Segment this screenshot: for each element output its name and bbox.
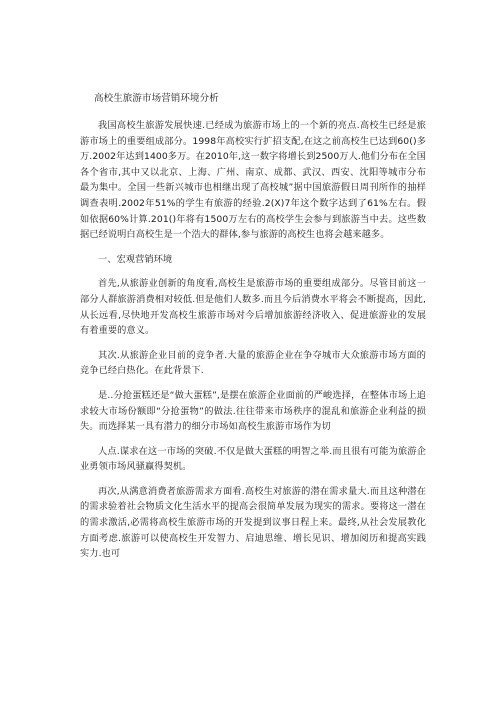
paragraph-fifth: 再次,从满意消费者旅游需求方面看.高校生对旅游的潜在需求量大.而且这种潜在的需求验着社会物质文化生活水平的提高会很简单发展为现实的需求。要将这一潜在的需求激活,必需将高校生旅游市场的开发提到议事日程上来。最终,从社会发展教化方面考虑.旅游可以使高校生开发智力、启迪思维、增长见识、增加阅历和提高实践实力.也可 [80,485,426,560]
section-heading-macro: 一、宏观营销环境 [98,253,173,265]
paragraph-intro: 我国高校生旅游发展快速.已经成为旅游市场上的一个新的亮点.高校生已经是旅游市场上的重要组成部分。1998年高校实行扩招支配,在这之前高校生已达到60()多万.2002年达到1400多万。在2010年,这一数字将增长到2500万人.他们分布在全国各个省市,其中又以北京、上海、广州、南京、成都、武汉、西安、沈阳等城市分布最为集中。全国一些新兴城市也相继出现了高校城”据中国旅游假日周刊所作的抽样调查表明.2002年51%的学生有旅游的经验.2(X)7年这个数字达到了61%左右。假如依据60%计算.201()年将有1500万左右的高校学生会参与到旅游当中去。这些数据已经说明白高校生是一个浩大的群体,参与旅游的高校生也将会越来越多。 [80,120,426,241]
document-body [80,92,426,571]
document-title: 高校生旅游市场营销环境分析 [94,93,219,104]
paragraph-first: 首先,从旅游业创新的角度看,高校生是旅游市场的重要组成部分。尽管目前这一部分人群旅游消费相对较低.但是他们人数多.而且今后消费水平将会不断提高，因此,从长远看,尽快地开发高校生旅游市场对今后增加旅游经济收入、促进旅游业的发展有着重要的意义。 [80,278,426,337]
paragraph-second: 其次.从旅游企业目前的竞争者.大量的旅游企业在争夺城市大众旅游市场方面的竞争已经白热化。在此背景下. [80,349,426,377]
paragraph-third: 是..分抢蛋糕还是“做大蛋糕”,是摆在旅游企业面前的严峻选择，在整体市场上追求较大市场份额即“分抢蛋物”的做法.往往带来市场秩序的混乱和旅游企业利益的损失。而选择某一具有潜力的细分市场如高校生旅游市场作为切 [80,389,426,433]
paragraph-fourth: 人点.谋求在这一市场的突破.不仅是做大蛋糕的明智之举.而且很有可能为旅游企业勇领市场风骚赢得契机。 [80,445,426,473]
